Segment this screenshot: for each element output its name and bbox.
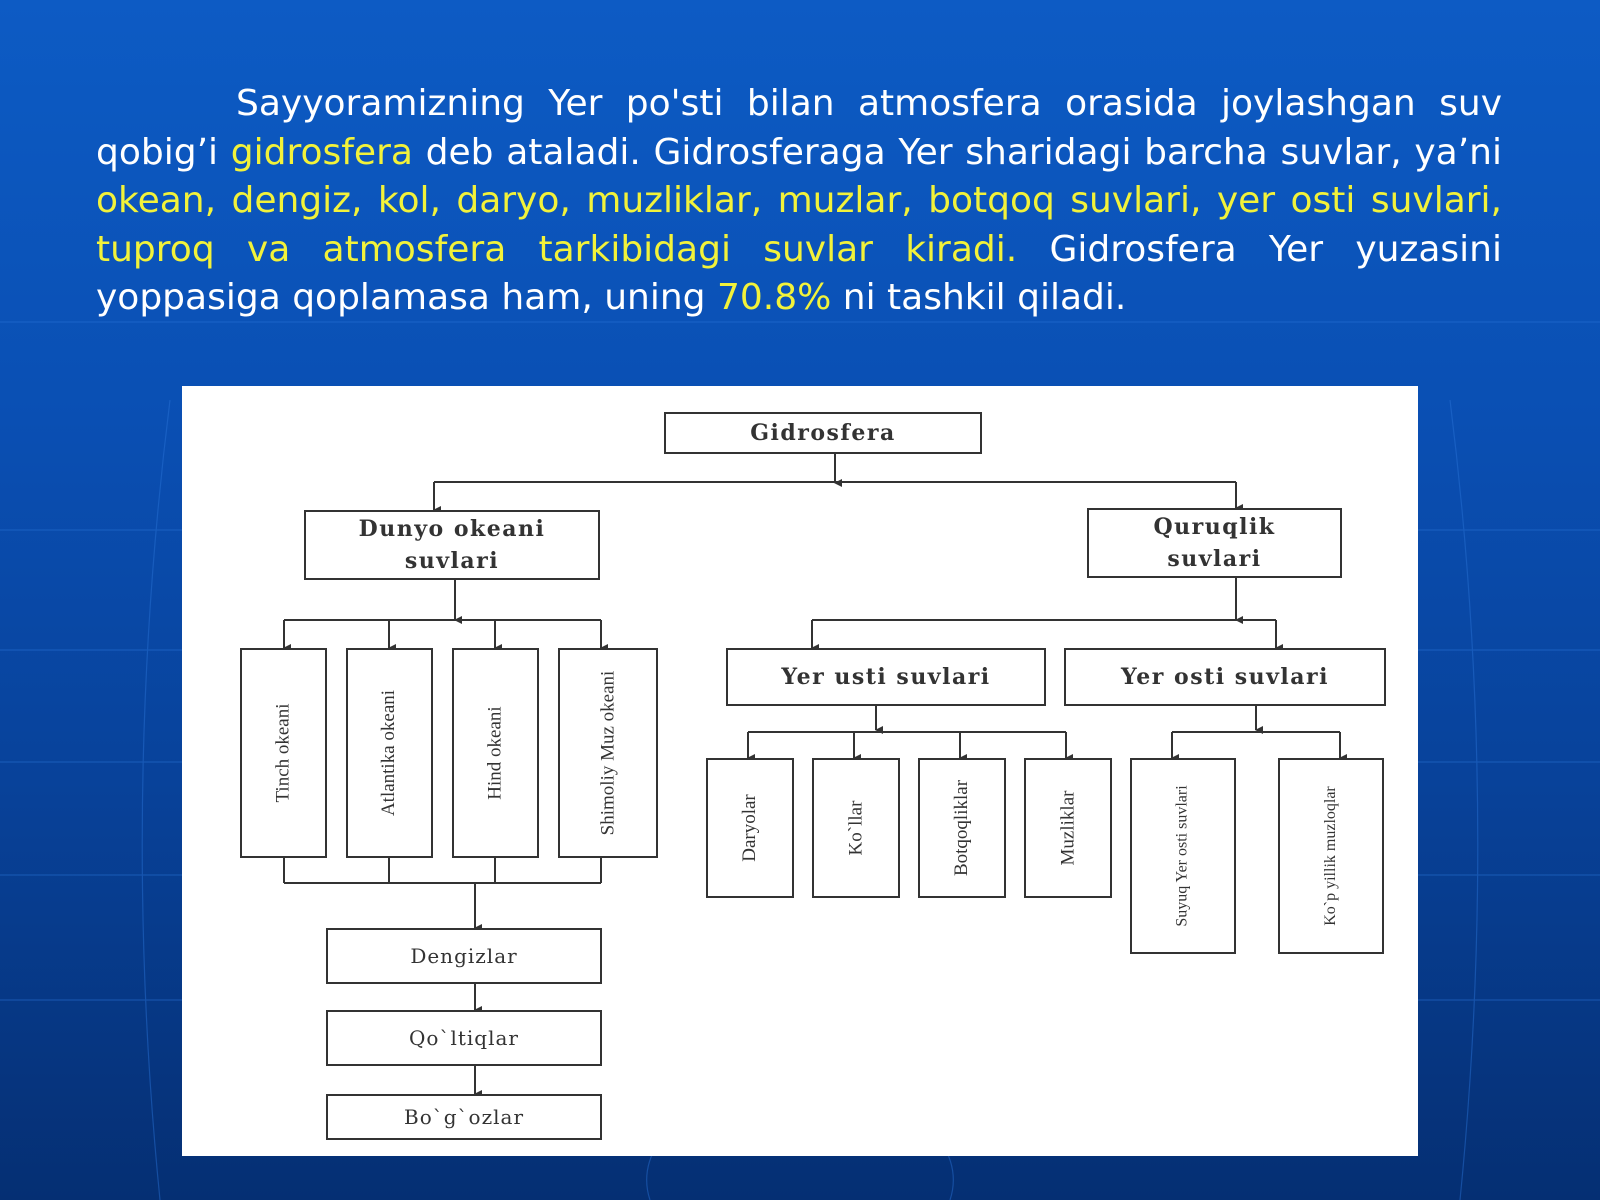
ocean-label: Atlantika okeani bbox=[378, 689, 400, 817]
intro-text-3: Gidrosfera Yer yuzasini yoppasiga qoplamasa ham, uning bbox=[96, 228, 1502, 318]
ocean-label: Tinch okeani bbox=[272, 703, 294, 803]
gidrosfera-label: Gidrosfera bbox=[750, 420, 896, 446]
surface-item-label: Ko`llar bbox=[845, 800, 866, 856]
bogozlar-node bbox=[326, 1094, 602, 1140]
ocean-node-shimoliy-muz bbox=[558, 648, 658, 858]
ground-item-label: Ko`p yillik muzloqlar bbox=[1322, 786, 1339, 926]
surface-waters-node bbox=[726, 648, 1046, 706]
dengizlar-node bbox=[326, 928, 602, 984]
intro-text-2: deb ataladi. Gidrosferaga Yer sharidagi barcha suvlar, ya’ni bbox=[412, 131, 1502, 173]
surface-item-label: Muzliklar bbox=[1057, 790, 1078, 866]
surface-node-kollar bbox=[812, 758, 900, 898]
surface-node-botqoqliklar bbox=[918, 758, 1006, 898]
surface-waters-label: Yer usti suvlari bbox=[781, 664, 991, 690]
highlight-percentage: 70.8% bbox=[716, 277, 832, 318]
land-waters-node bbox=[1087, 508, 1342, 578]
ocean-node-tinch bbox=[240, 648, 327, 858]
qoltiqlar-label: Qo`ltiqlar bbox=[409, 1026, 519, 1050]
ocean-node-atlantika bbox=[346, 648, 433, 858]
ground-waters-node bbox=[1064, 648, 1386, 706]
surface-node-muzliklar bbox=[1024, 758, 1112, 898]
surface-node-daryolar bbox=[706, 758, 794, 898]
ocean-waters-node bbox=[304, 510, 600, 580]
qoltiqlar-node bbox=[326, 1010, 602, 1066]
ground-node-suyuq bbox=[1130, 758, 1236, 954]
highlight-water-list: okean, dengiz, kol, daryo, muzliklar, muzlar, botqoq suvlari, yer osti suvlari, tuproq va atmosfera tarkibidagi suvlar kiradi. bbox=[96, 180, 1502, 270]
ocean-label: Shimoliy Muz okeani bbox=[597, 670, 618, 836]
ground-item-label: Suyuq Yer osti suvlari bbox=[1174, 785, 1192, 927]
gidrosfera-node bbox=[664, 412, 982, 454]
ocean-label: Hind okeani bbox=[484, 706, 506, 800]
ocean-node-hind bbox=[452, 648, 539, 858]
ground-waters-label: Yer osti suvlari bbox=[1120, 664, 1329, 690]
ocean-waters-label: Dunyo okeani suvlari bbox=[358, 516, 546, 574]
hydrosphere-diagram bbox=[182, 386, 1418, 1156]
intro-paragraph bbox=[96, 80, 1502, 323]
land-waters-label: Quruqlik suvlari bbox=[1153, 514, 1276, 572]
highlight-gidrosfera: gidrosfera bbox=[230, 131, 413, 173]
surface-item-label: Daryolar bbox=[739, 794, 760, 862]
intro-text-4: ni tashkil qiladi. bbox=[831, 277, 1127, 318]
dengizlar-label: Dengizlar bbox=[410, 944, 518, 968]
surface-item-label: Botqoqliklar bbox=[951, 779, 972, 877]
bogozlar-label: Bo`g`ozlar bbox=[404, 1105, 524, 1129]
ground-node-kop-yillik bbox=[1278, 758, 1384, 954]
intro-text-1: Sayyoramizning Yer po'sti bilan atmosfera orasida joylashgan suv qobig’i bbox=[96, 83, 1502, 173]
